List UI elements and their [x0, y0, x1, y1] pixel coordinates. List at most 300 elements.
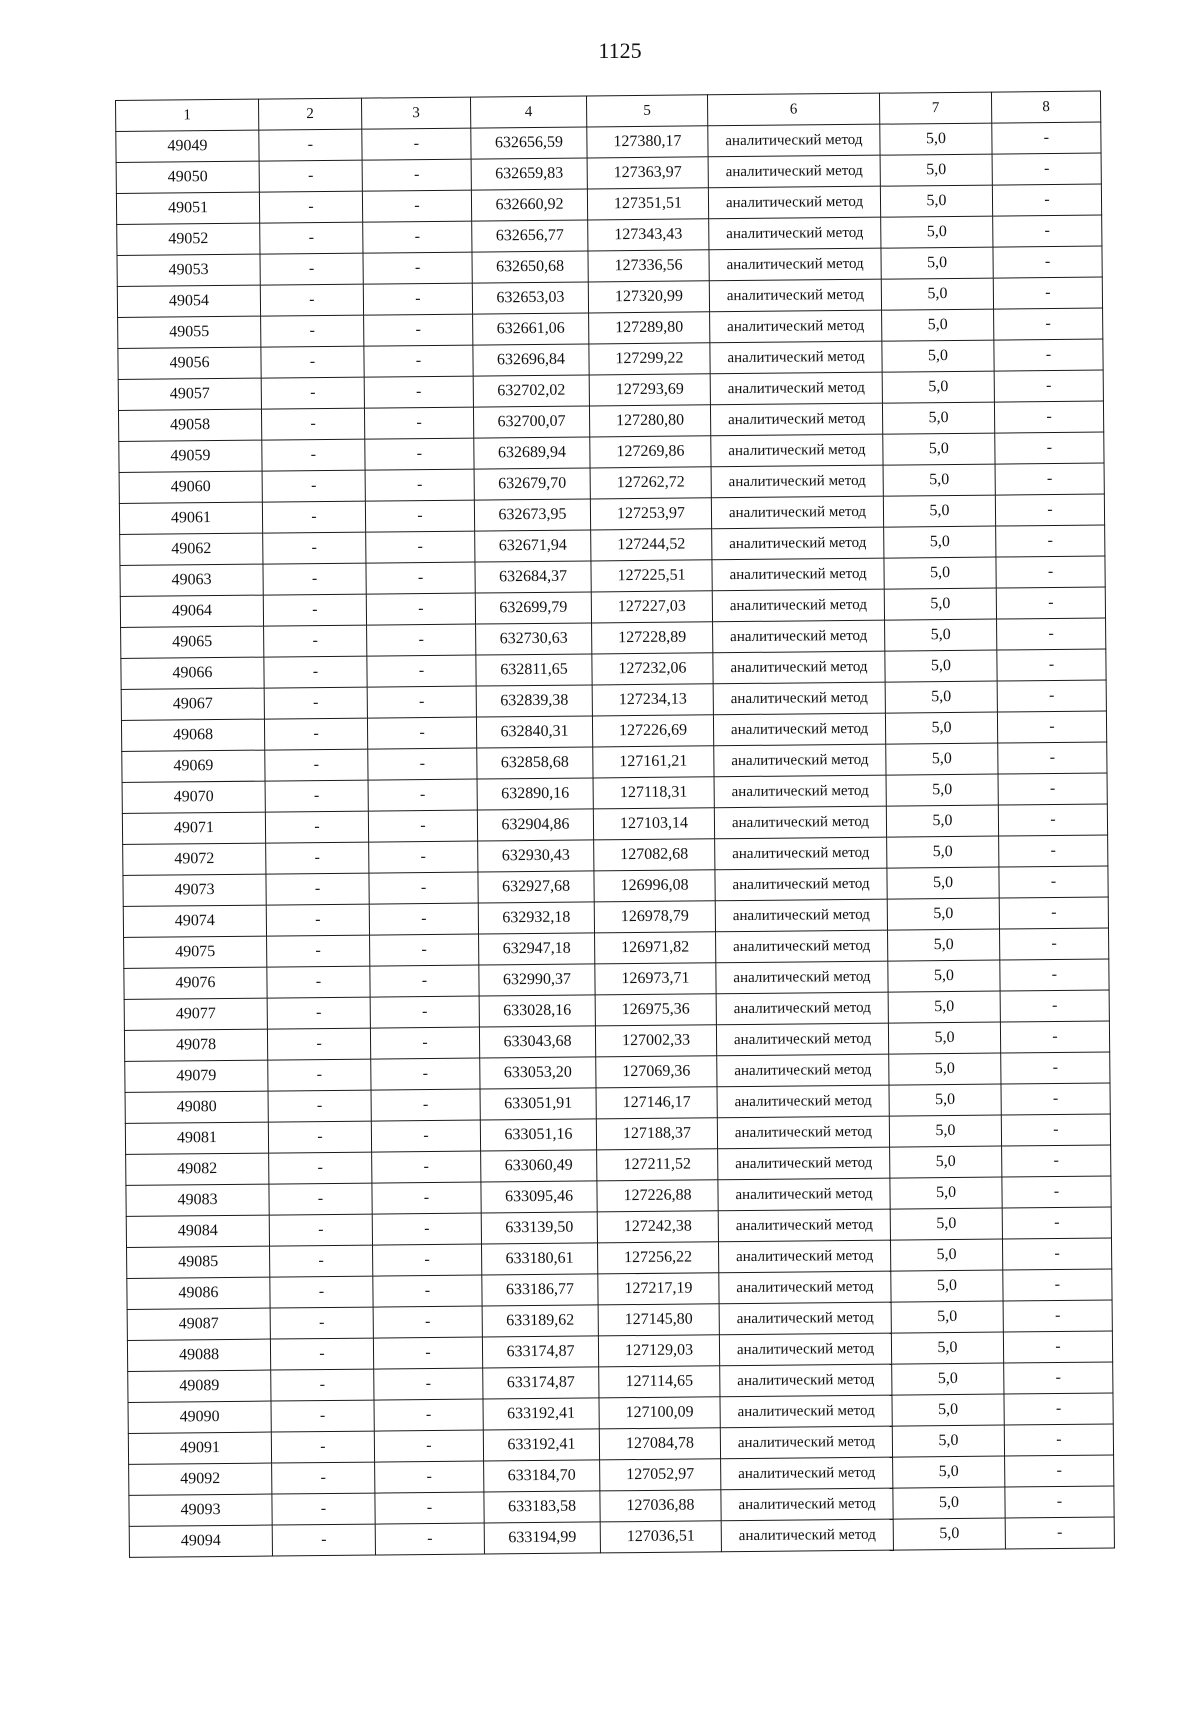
- point-number-cell: 49072: [123, 843, 266, 875]
- x-coordinate-cell: 632650,68: [472, 251, 588, 283]
- point-number-cell: 49070: [122, 781, 265, 813]
- col3-cell: -: [370, 965, 479, 997]
- method-cell: аналитический метод: [721, 1488, 893, 1521]
- method-cell: аналитический метод: [708, 186, 880, 219]
- x-coordinate-cell: 632656,59: [471, 127, 587, 159]
- accuracy-cell: 5,0: [892, 1425, 1004, 1457]
- col2-cell: -: [271, 1431, 374, 1463]
- method-cell: аналитический метод: [718, 1209, 890, 1242]
- point-number-cell: 49081: [125, 1122, 268, 1154]
- x-coordinate-cell: 632811,65: [476, 654, 592, 686]
- point-number-cell: 49056: [118, 347, 261, 379]
- col8-cell: -: [997, 649, 1106, 681]
- col3-cell: -: [368, 779, 477, 811]
- accuracy-cell: 5,0: [881, 216, 993, 248]
- accuracy-cell: 5,0: [885, 712, 997, 744]
- point-number-cell: 49084: [126, 1215, 269, 1247]
- y-coordinate-cell: 127082,68: [594, 839, 715, 871]
- x-coordinate-cell: 632696,84: [473, 344, 589, 376]
- x-coordinate-cell: 632679,70: [474, 468, 590, 500]
- col3-cell: -: [364, 345, 473, 377]
- accuracy-cell: 5,0: [887, 898, 999, 930]
- col3-cell: -: [363, 221, 472, 253]
- y-coordinate-cell: 127256,22: [597, 1242, 718, 1274]
- y-coordinate-cell: 126978,79: [594, 901, 715, 933]
- method-cell: аналитический метод: [718, 1147, 890, 1180]
- method-cell: аналитический метод: [713, 682, 885, 715]
- col8-cell: -: [996, 556, 1105, 588]
- col2-cell: -: [262, 439, 365, 471]
- point-number-cell: 49093: [129, 1494, 272, 1526]
- x-coordinate-cell: 632702,02: [473, 375, 589, 407]
- method-cell: аналитический метод: [715, 899, 887, 932]
- accuracy-cell: 5,0: [884, 588, 996, 620]
- point-number-cell: 49053: [117, 254, 260, 286]
- col2-cell: -: [264, 625, 367, 657]
- y-coordinate-cell: 126975,36: [595, 994, 716, 1026]
- y-coordinate-cell: 127100,09: [599, 1397, 720, 1429]
- x-coordinate-cell: 633174,87: [483, 1367, 599, 1399]
- y-coordinate-cell: 127161,21: [593, 746, 714, 778]
- method-cell: аналитический метод: [712, 558, 884, 591]
- col3-cell: -: [367, 717, 476, 749]
- x-coordinate-cell: 633174,87: [482, 1336, 598, 1368]
- accuracy-cell: 5,0: [885, 681, 997, 713]
- col8-cell: -: [994, 370, 1103, 402]
- point-number-cell: 49094: [129, 1525, 272, 1557]
- col3-cell: -: [375, 1523, 484, 1555]
- col3-cell: -: [370, 1027, 479, 1059]
- accuracy-cell: 5,0: [880, 154, 992, 186]
- col3-cell: -: [370, 934, 479, 966]
- y-coordinate-cell: 127227,03: [591, 591, 712, 623]
- y-coordinate-cell: 127103,14: [593, 808, 714, 840]
- point-number-cell: 49087: [127, 1308, 270, 1340]
- col2-cell: -: [265, 780, 368, 812]
- col8-cell: -: [1001, 1083, 1110, 1115]
- col2-cell: -: [270, 1307, 373, 1339]
- x-coordinate-cell: 633028,16: [479, 995, 595, 1027]
- col2-cell: -: [261, 377, 364, 409]
- col2-cell: -: [267, 966, 370, 998]
- point-number-cell: 49071: [122, 812, 265, 844]
- x-coordinate-cell: 632700,07: [473, 406, 589, 438]
- col2-cell: -: [270, 1245, 373, 1277]
- col3-cell: -: [372, 1182, 481, 1214]
- x-coordinate-cell: 632730,63: [476, 623, 592, 655]
- point-number-cell: 49088: [127, 1339, 270, 1371]
- point-number-cell: 49090: [128, 1401, 271, 1433]
- point-number-cell: 49092: [129, 1463, 272, 1495]
- col8-cell: -: [992, 184, 1101, 216]
- point-number-cell: 49051: [116, 192, 259, 224]
- col8-cell: -: [997, 711, 1106, 743]
- col8-cell: -: [1001, 1114, 1110, 1146]
- point-number-cell: 49086: [127, 1277, 270, 1309]
- y-coordinate-cell: 127228,89: [592, 622, 713, 654]
- y-coordinate-cell: 127343,43: [588, 219, 709, 251]
- col2-cell: -: [261, 408, 364, 440]
- method-cell: аналитический метод: [721, 1457, 893, 1490]
- x-coordinate-cell: 633189,62: [482, 1305, 598, 1337]
- col3-cell: -: [370, 996, 479, 1028]
- point-number-cell: 49059: [119, 440, 262, 472]
- x-coordinate-cell: 632684,37: [475, 561, 591, 593]
- col3-cell: -: [373, 1306, 482, 1338]
- col3-cell: -: [373, 1275, 482, 1307]
- y-coordinate-cell: 127253,97: [590, 498, 711, 530]
- col8-cell: -: [994, 308, 1103, 340]
- method-cell: аналитический метод: [714, 775, 886, 808]
- col2-cell: -: [259, 191, 362, 223]
- col3-cell: -: [366, 562, 475, 594]
- col3-cell: -: [363, 283, 472, 315]
- accuracy-cell: 5,0: [885, 650, 997, 682]
- column-header: 5: [586, 95, 707, 127]
- x-coordinate-cell: 632661,06: [473, 313, 589, 345]
- col8-cell: -: [999, 928, 1108, 960]
- col2-cell: -: [270, 1276, 373, 1308]
- col3-cell: -: [375, 1461, 484, 1493]
- col3-cell: -: [364, 376, 473, 408]
- accuracy-cell: 5,0: [893, 1518, 1005, 1550]
- accuracy-cell: 5,0: [889, 1084, 1001, 1116]
- point-number-cell: 49054: [117, 285, 260, 317]
- method-cell: аналитический метод: [708, 124, 880, 157]
- col8-cell: -: [999, 835, 1108, 867]
- x-coordinate-cell: 632840,31: [476, 716, 592, 748]
- col8-cell: -: [995, 494, 1104, 526]
- y-coordinate-cell: 127351,51: [587, 188, 708, 220]
- x-coordinate-cell: 632947,18: [479, 933, 595, 965]
- x-coordinate-cell: 632904,86: [477, 809, 593, 841]
- point-number-cell: 49067: [121, 688, 264, 720]
- point-number-cell: 49083: [126, 1184, 269, 1216]
- col8-cell: -: [993, 246, 1102, 278]
- x-coordinate-cell: 632858,68: [477, 747, 593, 779]
- point-number-cell: 49049: [116, 130, 259, 162]
- method-cell: аналитический метод: [713, 651, 885, 684]
- accuracy-cell: 5,0: [886, 743, 998, 775]
- accuracy-cell: 5,0: [887, 836, 999, 868]
- col8-cell: -: [995, 432, 1104, 464]
- col8-cell: -: [1002, 1207, 1111, 1239]
- method-cell: аналитический метод: [715, 868, 887, 901]
- col3-cell: -: [362, 128, 471, 160]
- col3-cell: -: [369, 872, 478, 904]
- method-cell: аналитический метод: [716, 930, 888, 963]
- column-header: 1: [116, 99, 259, 131]
- col3-cell: -: [366, 531, 475, 563]
- x-coordinate-cell: 633192,41: [483, 1429, 599, 1461]
- y-coordinate-cell: 127234,13: [592, 684, 713, 716]
- col3-cell: -: [365, 469, 474, 501]
- accuracy-cell: 5,0: [888, 960, 1000, 992]
- col8-cell: -: [1002, 1238, 1111, 1270]
- point-number-cell: 49058: [118, 409, 261, 441]
- col8-cell: -: [1002, 1176, 1111, 1208]
- column-header: 2: [258, 98, 361, 130]
- col2-cell: -: [268, 1121, 371, 1153]
- y-coordinate-cell: 127217,19: [598, 1273, 719, 1305]
- y-coordinate-cell: 127226,88: [597, 1180, 718, 1212]
- col8-cell: -: [996, 587, 1105, 619]
- point-number-cell: 49077: [124, 998, 267, 1030]
- y-coordinate-cell: 127244,52: [591, 529, 712, 561]
- col3-cell: -: [367, 655, 476, 687]
- y-coordinate-cell: 127242,38: [597, 1211, 718, 1243]
- y-coordinate-cell: 127320,99: [588, 281, 709, 313]
- y-coordinate-cell: 126971,82: [595, 932, 716, 964]
- col8-cell: -: [1000, 990, 1109, 1022]
- method-cell: аналитический метод: [714, 744, 886, 777]
- col3-cell: -: [374, 1430, 483, 1462]
- point-number-cell: 49055: [118, 316, 261, 348]
- y-coordinate-cell: 127269,86: [590, 436, 711, 468]
- accuracy-cell: 5,0: [882, 340, 994, 372]
- accuracy-cell: 5,0: [889, 1115, 1001, 1147]
- point-number-cell: 49050: [116, 161, 259, 193]
- accuracy-cell: 5,0: [890, 1239, 1002, 1271]
- col2-cell: -: [263, 532, 366, 564]
- col2-cell: -: [271, 1369, 374, 1401]
- col8-cell: -: [1004, 1393, 1113, 1425]
- method-cell: аналитический метод: [719, 1333, 891, 1366]
- col2-cell: -: [260, 222, 363, 254]
- col2-cell: -: [262, 501, 365, 533]
- col8-cell: -: [1000, 1021, 1109, 1053]
- y-coordinate-cell: 127129,03: [598, 1335, 719, 1367]
- x-coordinate-cell: 633051,91: [480, 1088, 596, 1120]
- accuracy-cell: 5,0: [890, 1146, 1002, 1178]
- point-number-cell: 49080: [125, 1091, 268, 1123]
- x-coordinate-cell: 632660,92: [471, 189, 587, 221]
- accuracy-cell: 5,0: [881, 278, 993, 310]
- col3-cell: -: [362, 159, 471, 191]
- method-cell: аналитический метод: [721, 1519, 893, 1552]
- x-coordinate-cell: 632839,38: [476, 685, 592, 717]
- col8-cell: -: [1002, 1145, 1111, 1177]
- point-number-cell: 49060: [119, 471, 262, 503]
- point-number-cell: 49085: [127, 1246, 270, 1278]
- x-coordinate-cell: 633095,46: [481, 1181, 597, 1213]
- x-coordinate-cell: 633180,61: [481, 1243, 597, 1275]
- x-coordinate-cell: 633051,16: [480, 1119, 596, 1151]
- accuracy-cell: 5,0: [890, 1208, 1002, 1240]
- y-coordinate-cell: 127036,51: [600, 1521, 721, 1553]
- x-coordinate-cell: 633183,58: [484, 1491, 600, 1523]
- x-coordinate-cell: 632932,18: [478, 902, 594, 934]
- col2-cell: -: [266, 873, 369, 905]
- method-cell: аналитический метод: [717, 1085, 889, 1118]
- point-number-cell: 49064: [120, 595, 263, 627]
- col3-cell: -: [368, 810, 477, 842]
- table-body: [116, 122, 1115, 1557]
- x-coordinate-cell: 632653,03: [472, 282, 588, 314]
- point-number-cell: 49068: [121, 719, 264, 751]
- method-cell: аналитический метод: [709, 279, 881, 312]
- accuracy-cell: 5,0: [886, 774, 998, 806]
- col3-cell: -: [364, 407, 473, 439]
- col8-cell: -: [1003, 1269, 1112, 1301]
- method-cell: аналитический метод: [720, 1395, 892, 1428]
- col8-cell: -: [1005, 1486, 1114, 1518]
- col3-cell: -: [368, 748, 477, 780]
- x-coordinate-cell: 632930,43: [478, 840, 594, 872]
- accuracy-cell: 5,0: [890, 1177, 1002, 1209]
- method-cell: аналитический метод: [710, 341, 882, 374]
- col3-cell: -: [369, 903, 478, 935]
- y-coordinate-cell: 127146,17: [596, 1087, 717, 1119]
- col3-cell: -: [372, 1213, 481, 1245]
- point-number-cell: 49066: [121, 657, 264, 689]
- x-coordinate-cell: 632699,79: [475, 592, 591, 624]
- col3-cell: -: [367, 624, 476, 656]
- y-coordinate-cell: 127084,78: [599, 1428, 720, 1460]
- column-header: 6: [707, 93, 879, 126]
- y-coordinate-cell: 127052,97: [600, 1459, 721, 1491]
- col8-cell: -: [1003, 1300, 1112, 1332]
- col2-cell: -: [272, 1524, 375, 1556]
- method-cell: аналитический метод: [714, 806, 886, 839]
- col2-cell: -: [260, 284, 363, 316]
- accuracy-cell: 5,0: [882, 402, 994, 434]
- point-number-cell: 49082: [126, 1153, 269, 1185]
- y-coordinate-cell: 127145,80: [598, 1304, 719, 1336]
- col8-cell: -: [997, 618, 1106, 650]
- col8-cell: -: [999, 866, 1108, 898]
- col2-cell: -: [259, 160, 362, 192]
- y-coordinate-cell: 127299,22: [589, 343, 710, 375]
- point-number-cell: 49069: [122, 750, 265, 782]
- y-coordinate-cell: 127336,56: [588, 250, 709, 282]
- y-coordinate-cell: 127225,51: [591, 560, 712, 592]
- col2-cell: -: [269, 1183, 372, 1215]
- accuracy-cell: 5,0: [880, 123, 992, 155]
- col8-cell: -: [992, 153, 1101, 185]
- x-coordinate-cell: 632671,94: [475, 530, 591, 562]
- method-cell: аналитический метод: [709, 248, 881, 281]
- point-number-cell: 49073: [123, 874, 266, 906]
- method-cell: аналитический метод: [711, 465, 883, 498]
- col2-cell: -: [265, 811, 368, 843]
- col3-cell: -: [364, 314, 473, 346]
- point-number-cell: 49052: [117, 223, 260, 255]
- method-cell: аналитический метод: [716, 992, 888, 1025]
- y-coordinate-cell: 127289,80: [589, 312, 710, 344]
- accuracy-cell: 5,0: [893, 1456, 1005, 1488]
- method-cell: аналитический метод: [717, 1116, 889, 1149]
- y-coordinate-cell: 127226,69: [592, 715, 713, 747]
- y-coordinate-cell: 127114,65: [599, 1366, 720, 1398]
- point-number-cell: 49079: [125, 1060, 268, 1092]
- method-cell: аналитический метод: [710, 372, 882, 405]
- y-coordinate-cell: 127232,06: [592, 653, 713, 685]
- col2-cell: -: [263, 563, 366, 595]
- point-number-cell: 49089: [128, 1370, 271, 1402]
- col8-cell: -: [993, 215, 1102, 247]
- x-coordinate-cell: 633060,49: [481, 1150, 597, 1182]
- col3-cell: -: [365, 438, 474, 470]
- method-cell: аналитический метод: [719, 1302, 891, 1335]
- y-coordinate-cell: 127293,69: [589, 374, 710, 406]
- point-number-cell: 49062: [120, 533, 263, 565]
- col8-cell: -: [996, 525, 1105, 557]
- col2-cell: -: [270, 1338, 373, 1370]
- accuracy-cell: 5,0: [885, 619, 997, 651]
- col2-cell: -: [264, 687, 367, 719]
- x-coordinate-cell: 632659,83: [471, 158, 587, 190]
- col8-cell: -: [995, 463, 1104, 495]
- col8-cell: -: [1001, 1052, 1110, 1084]
- y-coordinate-cell: 127069,36: [596, 1056, 717, 1088]
- y-coordinate-cell: 127363,97: [587, 157, 708, 189]
- col2-cell: -: [268, 1059, 371, 1091]
- x-coordinate-cell: 632990,37: [479, 964, 595, 996]
- accuracy-cell: 5,0: [884, 557, 996, 589]
- point-number-cell: 49075: [124, 936, 267, 968]
- col3-cell: -: [369, 841, 478, 873]
- x-coordinate-cell: 633053,20: [480, 1057, 596, 1089]
- method-cell: аналитический метод: [709, 217, 881, 250]
- point-number-cell: 49076: [124, 967, 267, 999]
- point-number-cell: 49057: [118, 378, 261, 410]
- x-coordinate-cell: 632673,95: [474, 499, 590, 531]
- x-coordinate-cell: 633043,68: [479, 1026, 595, 1058]
- y-coordinate-cell: 127002,33: [595, 1025, 716, 1057]
- accuracy-cell: 5,0: [883, 464, 995, 496]
- col2-cell: -: [266, 842, 369, 874]
- col2-cell: -: [266, 904, 369, 936]
- col2-cell: -: [267, 1028, 370, 1060]
- col8-cell: -: [1005, 1455, 1114, 1487]
- method-cell: аналитический метод: [718, 1240, 890, 1273]
- accuracy-cell: 5,0: [888, 1022, 1000, 1054]
- accuracy-cell: 5,0: [883, 495, 995, 527]
- col2-cell: -: [260, 253, 363, 285]
- point-number-cell: 49065: [121, 626, 264, 658]
- col3-cell: -: [373, 1244, 482, 1276]
- x-coordinate-cell: 632689,94: [474, 437, 590, 469]
- point-number-cell: 49063: [120, 564, 263, 596]
- method-cell: аналитический метод: [712, 527, 884, 560]
- col8-cell: -: [994, 401, 1103, 433]
- col8-cell: -: [1004, 1362, 1113, 1394]
- col2-cell: -: [269, 1214, 372, 1246]
- x-coordinate-cell: 632927,68: [478, 871, 594, 903]
- col3-cell: -: [371, 1058, 480, 1090]
- col2-cell: -: [259, 129, 362, 161]
- x-coordinate-cell: 633139,50: [481, 1212, 597, 1244]
- method-cell: аналитический метод: [717, 1054, 889, 1087]
- col2-cell: -: [269, 1152, 372, 1184]
- col3-cell: -: [362, 190, 471, 222]
- col8-cell: -: [1003, 1331, 1112, 1363]
- col3-cell: -: [374, 1368, 483, 1400]
- accuracy-cell: 5,0: [888, 991, 1000, 1023]
- col3-cell: -: [374, 1399, 483, 1431]
- method-cell: аналитический метод: [713, 620, 885, 653]
- y-coordinate-cell: 127118,31: [593, 777, 714, 809]
- method-cell: аналитический метод: [720, 1426, 892, 1459]
- method-cell: аналитический метод: [712, 589, 884, 622]
- col2-cell: -: [272, 1493, 375, 1525]
- col2-cell: -: [264, 656, 367, 688]
- method-cell: аналитический метод: [713, 713, 885, 746]
- point-number-cell: 49061: [119, 502, 262, 534]
- point-number-cell: 49078: [124, 1029, 267, 1061]
- col8-cell: -: [992, 122, 1101, 154]
